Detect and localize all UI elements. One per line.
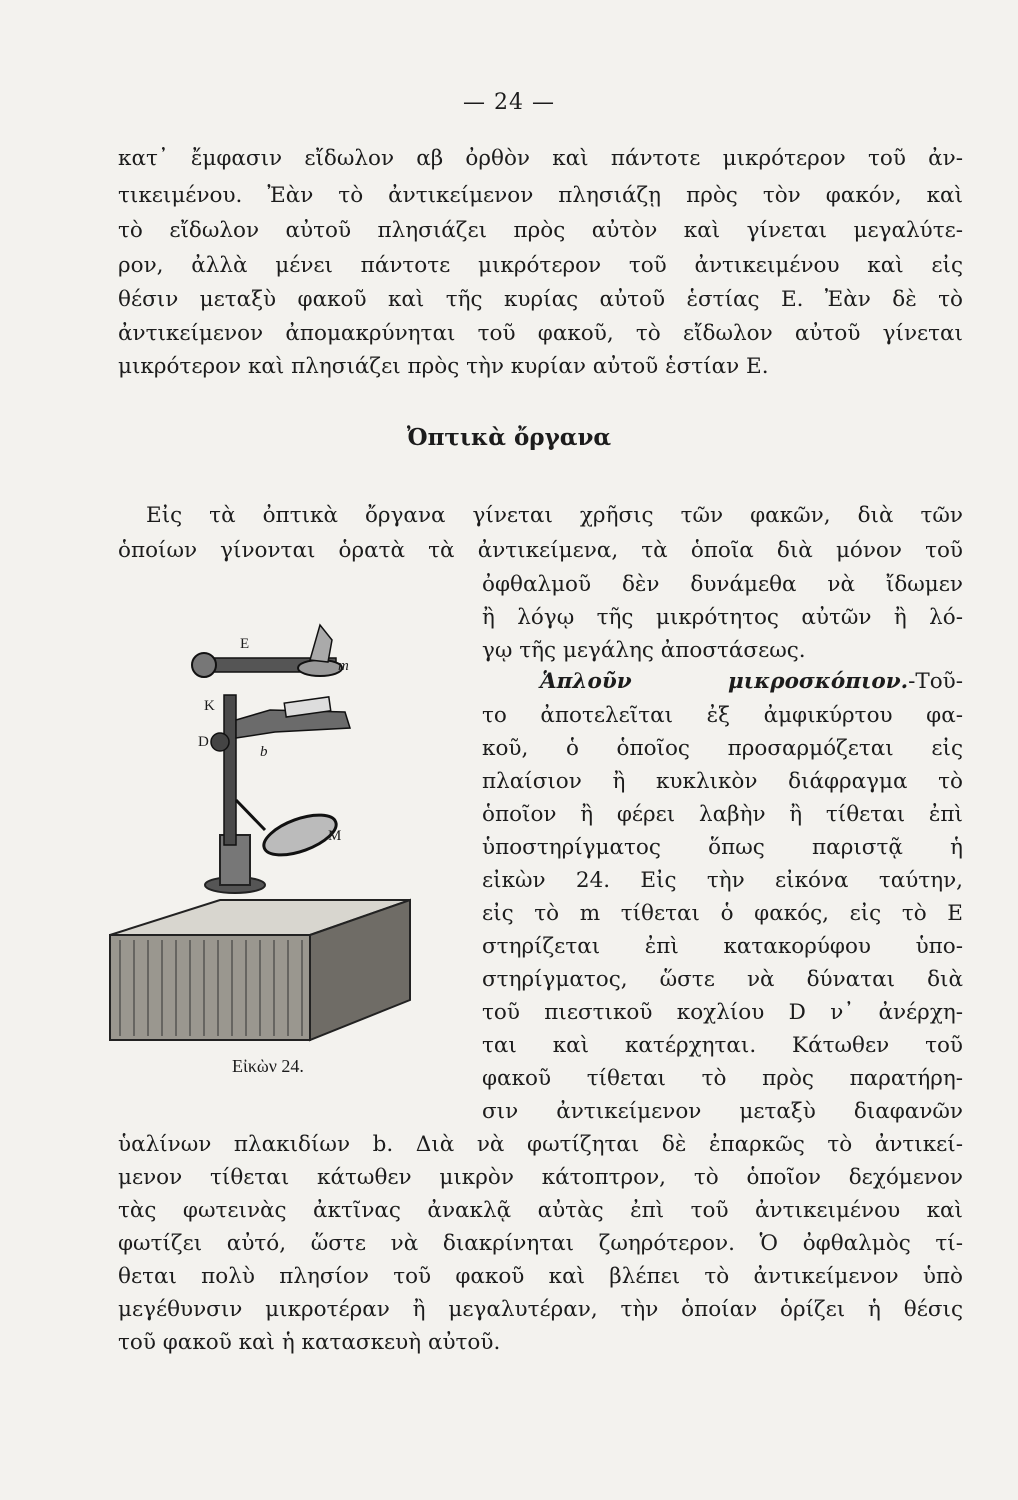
lens-holder	[310, 625, 332, 662]
text-line: κοῦ, ὁ ὁποῖος προσαρμόζεται εἰς	[482, 736, 963, 761]
microscope-figure	[100, 600, 470, 1050]
text-line: μεγέθυνσιν μικροτέραν ἢ μεγαλυτέραν, τὴν ὁποίαν ὁρίζει ἡ θέσις	[118, 1297, 963, 1322]
text-line: πλαίσιον ἢ κυκλικὸν διάφραγμα τὸ	[482, 769, 963, 794]
text-line: στηρίγματος, ὥστε νὰ δύναται διὰ	[482, 967, 963, 992]
text-line: εἰκὼν 24. Εἰς τὴν εἰκόνα ταύτην,	[482, 868, 963, 893]
arm-knob	[192, 653, 216, 677]
text-line: ἀντικείμενον ἀπομακρύνηται τοῦ φακοῦ, τὸ εἴδωλον αὐτοῦ γίνεται	[118, 321, 963, 346]
text-line: εἰς τὸ m τίθεται ὁ φακός, εἰς τὸ Ε	[482, 901, 963, 926]
text-line: ρον, ἀλλὰ μένει πάντοτε μικρότερον τοῦ ἀντικειμένου καὶ εἰς	[118, 253, 963, 278]
subheading-cont: -Τοῦ-	[908, 669, 963, 694]
text-line: τοῦ πιεστικοῦ κοχλίου D ν᾽ ἀνέρχη-	[482, 1000, 963, 1025]
text-line: θέσιν μεταξὺ φακοῦ καὶ τῆς κυρίας αὐτοῦ ἑστίας Ε. Ἐὰν δὲ τὸ	[118, 287, 963, 312]
subheading-line	[540, 667, 963, 697]
subheading: Ἁπλοῦν μικροσκόπιον.	[540, 669, 909, 694]
pillar	[224, 695, 236, 845]
text-line: στηρίζεται ἐπὶ κατακορύφου ὑπο-	[482, 934, 963, 959]
box-front	[110, 935, 310, 1040]
label-k: K	[204, 698, 215, 714]
text-line: φωτίζει αὐτό, ὥστε νὰ διακρίνηται ζωηρότερον. Ὁ ὀφθαλμὸς τί-	[118, 1231, 963, 1256]
text-line: σιν ἀντικείμενον μεταξὺ διαφανῶν	[482, 1099, 963, 1124]
text-line: ὀφθαλμοῦ δὲν δυνάμεθα νὰ ἴδωμεν	[482, 572, 963, 597]
text-line: μικρότερον καὶ πλησιάζει πρὸς τὴν κυρίαν αὐτοῦ ἑστίαν Ε.	[118, 354, 769, 379]
text-line: θεται πολὺ πλησίον τοῦ φακοῦ καὶ βλέπει τὸ ἀντικείμενον ὑπὸ	[118, 1264, 963, 1289]
text-line: ὑαλίνων πλακιδίων b. Διὰ νὰ φωτίζηται δὲ ἐπαρκῶς τὸ ἀντικεί-	[118, 1132, 963, 1157]
text-line: φακοῦ τίθεται τὸ πρὸς παρατήρη-	[482, 1066, 963, 1091]
mirror-arm	[236, 800, 265, 830]
text-line: ὑποστηρίγματος ὅπως παριστᾷ ἡ	[482, 835, 963, 860]
text-line: γῳ τῆς μεγάλης ἀποστάσεως.	[482, 638, 806, 663]
text-line: κατ᾽ ἔμφασιν εἴδωλον αβ ὀρθὸν καὶ πάντοτε μικρότερον τοῦ ἀν-	[118, 146, 963, 171]
label-e: E	[240, 636, 250, 652]
figure-caption: Εἰκὼν 24.	[232, 1056, 304, 1076]
text-line: το ἀποτελεῖται ἐξ ἀμφικύρτου φα-	[482, 703, 963, 728]
label-b: b	[260, 744, 268, 760]
text-line: τοῦ φακοῦ καὶ ἡ κατασκευὴ αὐτοῦ.	[118, 1330, 501, 1355]
text-line: τὰς φωτεινὰς ἀκτῖνας ἀνακλᾷ αὐτὰς ἐπὶ τοῦ ἀντικειμένου καὶ	[118, 1198, 963, 1223]
text-line: τὸ εἴδωλον αὐτοῦ πλησιάζει πρὸς αὐτὸν καὶ γίνεται μεγαλύτε-	[118, 218, 963, 243]
label-m-mirror: M	[328, 828, 342, 844]
label-m: m	[338, 658, 349, 674]
text-line: Εἰς τὰ ὀπτικὰ ὄργανα γίνεται χρῆσις τῶν φακῶν, διὰ τῶν	[146, 503, 963, 528]
text-line: μενον τίθεται κάτωθεν μικρὸν κάτοπτρον, τὸ ὁποῖον δεχόμενον	[118, 1165, 963, 1190]
text-line: ὁποίων γίνονται ὁρατὰ τὰ ἀντικείμενα, τὰ ὁποῖα διὰ μόνον τοῦ	[118, 538, 963, 563]
screw	[211, 733, 229, 751]
text-line: ται καὶ κατέρχηται. Κάτωθεν τοῦ	[482, 1033, 963, 1058]
page-number: — 24 —	[463, 90, 555, 115]
text-line: τικειμένου. Ἐὰν τὸ ἀντικείμενον πλησιάζῃ πρὸς τὸν φακόν, καὶ	[118, 183, 963, 208]
section-heading: Ὀπτικὰ ὄργανα	[406, 424, 612, 451]
lens-ring	[298, 660, 342, 676]
microscope-illustration	[100, 600, 470, 1050]
text-line: ἢ λόγῳ τῆς μικρότητος αὐτῶν ἢ λό-	[482, 605, 963, 630]
label-d: D	[198, 734, 209, 750]
text-line: ὁποῖον ἢ φέρει λαβὴν ἢ τίθεται ἐπὶ	[482, 802, 963, 827]
